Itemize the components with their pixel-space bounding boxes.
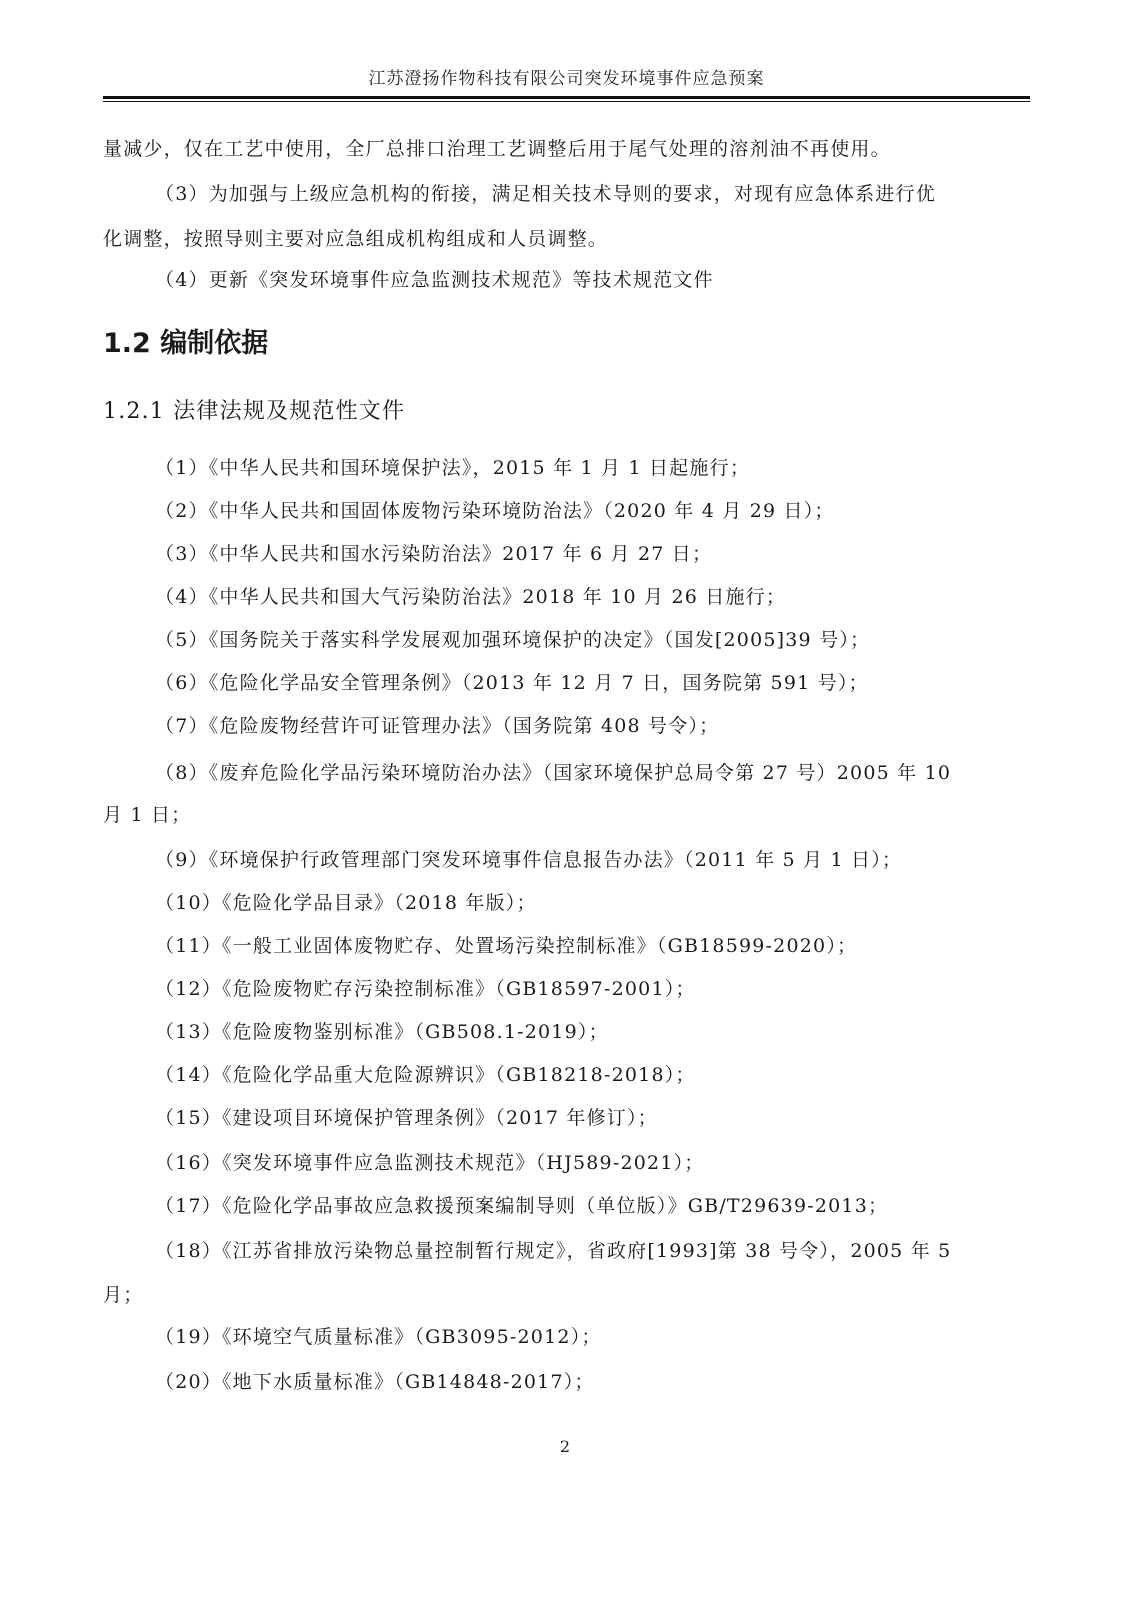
page-number: 2 (559, 1437, 571, 1456)
list-item: （17）《危险化学品事故应急救援预案编制导则（单位版）》GB/T29639-2013； (155, 1195, 889, 1217)
section-heading: 1.2 编制依据 (103, 328, 269, 359)
list-item: （16）《突发环境事件应急监测技术规范》（HJ589-2021）； (155, 1152, 705, 1174)
list-item: （8）《废弃危险化学品污染环境防治办法》（国家环境保护总局令第 27 号）2005 年 10 (155, 762, 952, 784)
paragraph-line: （4）更新《突发环境事件应急监测技术规范》等技术规范文件 (155, 269, 714, 291)
list-item: （7）《危险废物经营许可证管理办法》（国务院第 408 号令）； (155, 715, 720, 737)
list-item: （13）《危险废物鉴别标准》（GB508.1-2019）； (155, 1021, 609, 1043)
paragraph-line: 量减少，仅在工艺中使用，全厂总排口治理工艺调整后用于尾气处理的溶剂油不再使用。 (103, 138, 891, 160)
list-item: （14）《危险化学品重大危险源辨识》（GB18218-2018）； (155, 1064, 696, 1086)
list-item: （3）《中华人民共和国水污染防治法》2017 年 6 月 27 日； (155, 543, 713, 565)
list-item: （15）《建设项目环境保护管理条例》（2017 年修订）； (155, 1107, 658, 1129)
list-item-continuation: 月 1 日； (103, 804, 192, 826)
list-item: （11）《一般工业固体废物贮存、处置场污染控制标准》（GB18599-2020）； (155, 935, 858, 957)
list-item: （1）《中华人民共和国环境保护法》，2015 年 1 月 1 日起施行； (155, 457, 751, 479)
list-item: （20）《地下水质量标准》（GB14848-2017）； (155, 1371, 595, 1393)
list-item: （18）《江苏省排放污染物总量控制暂行规定》，省政府[1993]第 38 号令），2005 年 5 (155, 1240, 952, 1262)
list-item-continuation: 月； (103, 1284, 144, 1306)
subsection-heading: 1.2.1 法律法规及规范性文件 (103, 399, 406, 424)
list-item: （2）《中华人民共和国固体废物污染环境防治法》（2020 年 4 月 29 日）； (155, 500, 835, 522)
header-rule-thin (103, 101, 1030, 102)
list-item: （5）《国务院关于落实科学发展观加强环境保护的决定》（国发[2005]39 号）； (155, 629, 871, 651)
paragraph-line: （3）为加强与上级应急机构的衔接，满足相关技术导则的要求，对现有应急体系进行优 (155, 183, 936, 205)
list-item: （10）《危险化学品目录》（2018 年版）； (155, 892, 537, 914)
page-header: 江苏澄扬作物科技有限公司突发环境事件应急预案 (368, 69, 765, 89)
list-item: （4）《中华人民共和国大气污染防治法》2018 年 10 月 26 日施行； (155, 586, 787, 608)
list-item: （6）《危险化学品安全管理条例》（2013 年 12 月 7 日，国务院第 591 号）； (155, 672, 869, 694)
list-item: （19）《环境空气质量标准》（GB3095-2012）； (155, 1326, 602, 1348)
list-item: （9）《环境保护行政管理部门突发环境事件信息报告办法》（2011 年 5 月 1 日）； (155, 849, 903, 871)
list-item: （12）《危险废物贮存污染控制标准》（GB18597-2001）； (155, 978, 696, 1000)
paragraph-line: 化调整，按照导则主要对应急组成机构组成和人员调整。 (103, 228, 609, 250)
header-rule-thick (103, 96, 1030, 99)
